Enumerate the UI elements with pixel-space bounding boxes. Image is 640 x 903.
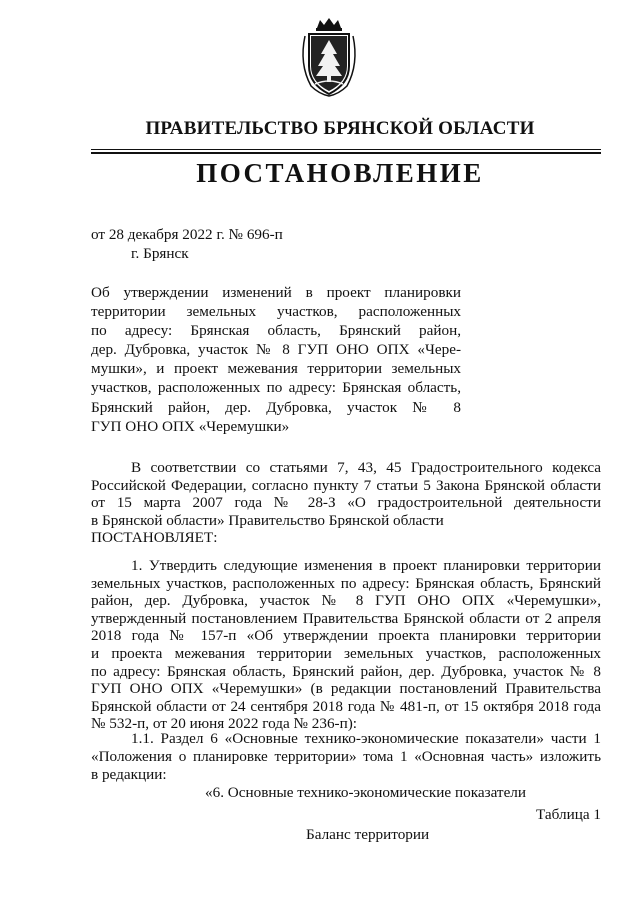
item-1-paragraph: [91, 557, 601, 733]
subject-line: участков, расположенных по адресу: Брянская область,: [91, 379, 461, 397]
table-number-label: Таблица 1: [536, 806, 601, 823]
item-1-line: земельных участков, расположенных по адресу: Брянская область, Брянский: [91, 574, 601, 592]
item-1-1-line: в редакции:: [91, 765, 167, 783]
preamble-paragraph: [91, 459, 601, 547]
item-1-line: район, дер. Дубровка, участок № 8 ГУП ОНО ОПХ «Черемушки»,: [91, 592, 601, 610]
section-6-heading: «6. Основные технико-экономические показатели: [205, 784, 527, 801]
item-1-line: утвержденный постановлением Правительства Брянской области от 2 апреля: [91, 609, 601, 627]
item-1-line: 1. Утвердить следующие изменения в проект планировки территории: [131, 557, 601, 574]
document-subject: [91, 283, 461, 436]
date-and-number: от 28 декабря 2022 г. № 696-п: [91, 226, 283, 243]
government-name: ПРАВИТЕЛЬСТВО БРЯНСКОЙ ОБЛАСТИ: [145, 118, 535, 139]
preamble-line: в Брянской области» Правительство Брянской области: [91, 511, 444, 529]
item-1-line: 2018 года № 157-п «Об утверждении проекта планировки территории: [91, 627, 601, 645]
item-1-line: Брянской области от 24 сентября 2018 года № 481-п, от 15 октября 2018 года: [91, 697, 601, 715]
preamble-line: В соответствии со статьями 7, 43, 45 Градостроительного кодекса: [131, 459, 601, 476]
item-1-1-line: «Положения о планировке территории» тома 1 «Основная часть» изложить: [91, 747, 601, 765]
item-1-1-paragraph: [91, 730, 601, 783]
document-type-title: ПОСТАНОВЛЕНИЕ: [196, 158, 484, 188]
city: г. Брянск: [131, 245, 189, 262]
resolves-word: ПОСТАНОВЛЯЕТ:: [91, 529, 218, 547]
item-1-1-line: 1.1. Раздел 6 «Основные технико-экономические показатели» части 1: [131, 730, 601, 747]
header-divider-thin: [91, 149, 601, 150]
item-1-line: и проекта межевания территории земельных участков, расположенных: [91, 644, 601, 662]
subject-line: по адресу: Брянская область, Брянский район,: [91, 322, 461, 340]
subject-line: ГУП ОНО ОПХ «Черемушки»: [91, 417, 290, 435]
coat-of-arms-emblem-icon: [297, 14, 361, 98]
subject-line: мушки», и проект межевания территории земельных: [91, 360, 461, 378]
table-title: Баланс территории: [306, 826, 430, 843]
preamble-line: Российской Федерации, согласно пункту 7 статьи 5 Закона Брянской области: [91, 476, 601, 494]
header-divider-thick: [91, 152, 601, 154]
item-1-line: № 532-п, от 20 июня 2022 года № 236-п):: [91, 715, 358, 733]
subject-line: Об утверждении изменений в проект планировки: [91, 284, 461, 301]
subject-line: Брянский район, дер. Дубровка, участок № 8: [91, 398, 461, 416]
item-1-line: ГУП ОНО ОПХ «Черемушки» (в редакции постановлений Правительства: [91, 680, 601, 698]
subject-line: дер. Дубровка, участок № 8 ГУП ОНО ОПХ «Чере-: [91, 341, 461, 359]
preamble-line: от 15 марта 2007 года № 28-З «О градостроительной деятельности: [91, 494, 601, 512]
item-1-line: по адресу: Брянская область, Брянский район, дер. Дубровка, участок № 8: [91, 662, 601, 680]
subject-line: территории земельных участков, расположенных: [91, 303, 461, 321]
